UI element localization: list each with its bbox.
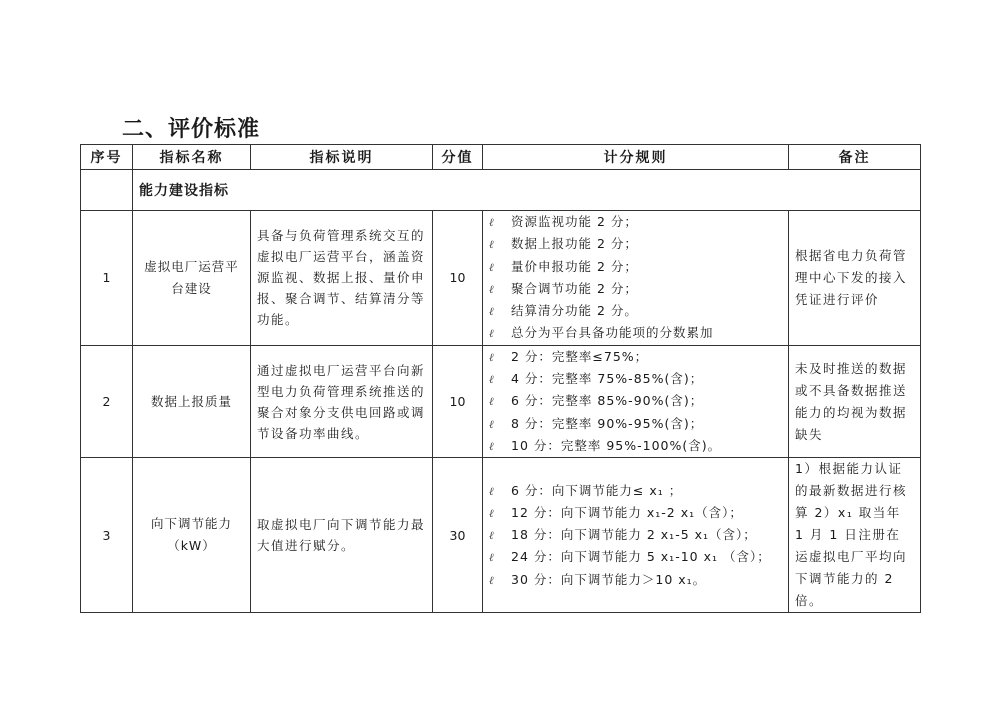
bullet-icon: ℓ xyxy=(489,327,495,341)
page-heading: 二、评价标准 xyxy=(122,117,261,142)
rule-item: ℓ 总分为平台具备功能项的分数累加 xyxy=(489,322,782,344)
col-header-score: 分值 xyxy=(433,145,483,170)
bullet-icon: ℓ xyxy=(489,395,495,409)
table-row xyxy=(81,458,921,613)
rule-item: ℓ 8 分：完整率 90%-95%(含)； xyxy=(489,413,782,435)
remark: 未及时推送的数据或不具备数据推送能力的均视为数据缺失 xyxy=(789,345,921,457)
bullet-icon: ℓ xyxy=(489,373,495,387)
rule-item: ℓ 10 分：完整率 95%-100%(含)。 xyxy=(489,435,782,457)
indicator-description: 具备与负荷管理系统交互的虚拟电厂运营平台，涵盖资源监视、数据上报、量价申报、聚合调节、结算清分等功能。 xyxy=(251,211,433,346)
col-header-no: 序号 xyxy=(81,145,133,170)
section-label: 能力建设指标 xyxy=(133,170,921,211)
rule-item: ℓ 12 分：向下调节能力 x₁-2 x₁（含）； xyxy=(489,502,782,524)
table-row xyxy=(81,345,921,457)
score-value: 10 xyxy=(433,345,483,457)
header-row xyxy=(81,145,921,170)
bullet-icon: ℓ xyxy=(489,305,495,319)
rule-item: ℓ 结算清分功能 2 分。 xyxy=(489,300,782,322)
bullet-icon: ℓ xyxy=(489,506,495,520)
rule-item: ℓ 资源监视功能 2 分； xyxy=(489,211,782,233)
rule-item: ℓ 聚合调节功能 2 分； xyxy=(489,278,782,300)
bullet-icon: ℓ xyxy=(489,439,495,453)
indicator-name: 虚拟电厂运营平台建设 xyxy=(133,211,251,346)
row-number: 3 xyxy=(81,458,133,613)
indicator-name: 数据上报质量 xyxy=(133,345,251,457)
indicator-name-line: 向下调节能力 xyxy=(150,516,232,532)
bullet-icon: ℓ xyxy=(489,573,495,587)
rule-item: ℓ 数据上报功能 2 分； xyxy=(489,233,782,255)
criteria-table xyxy=(80,144,921,613)
bullet-icon: ℓ xyxy=(489,551,495,565)
col-header-desc: 指标说明 xyxy=(251,145,433,170)
remark: 1）根据能力认证的最新数据进行核算 2）x₁ 取当年 1 月 1 日注册在运虚拟电厂平均向下调节能力的 2 倍。 xyxy=(789,458,921,613)
bullet-icon: ℓ xyxy=(489,216,495,229)
scoring-rules xyxy=(483,345,789,457)
bullet-icon: ℓ xyxy=(489,350,495,364)
indicator-name xyxy=(133,458,251,613)
bullet-icon: ℓ xyxy=(489,529,495,543)
col-header-name: 指标名称 xyxy=(133,145,251,170)
remark: 根据省电力负荷管理中心下发的接入凭证进行评价 xyxy=(789,211,921,346)
scoring-rules xyxy=(483,211,789,346)
rule-item: ℓ 18 分：向下调节能力 2 x₁-5 x₁（含）； xyxy=(489,524,782,546)
rule-item: ℓ 6 分：完整率 85%-90%(含)； xyxy=(489,390,782,412)
rule-item: ℓ 量价申报功能 2 分； xyxy=(489,256,782,278)
col-header-rules: 计分规则 xyxy=(483,145,789,170)
rule-item: ℓ 4 分：完整率 75%-85%(含)； xyxy=(489,368,782,390)
bullet-icon: ℓ xyxy=(489,260,495,274)
rule-item: ℓ 2 分：完整率≤75%； xyxy=(489,346,782,368)
rule-item: ℓ 6 分：向下调节能力≤ x₁ ； xyxy=(489,480,782,502)
score-value: 30 xyxy=(433,458,483,613)
row-number: 2 xyxy=(81,345,133,457)
col-header-note: 备注 xyxy=(789,145,921,170)
bullet-icon: ℓ xyxy=(489,417,495,431)
scoring-rules xyxy=(483,458,789,613)
indicator-description: 取虚拟电厂向下调节能力最大值进行赋分。 xyxy=(251,458,433,613)
table-row xyxy=(81,211,921,346)
bullet-icon: ℓ xyxy=(489,238,495,252)
indicator-description: 通过虚拟电厂运营平台向新型电力负荷管理系统推送的聚合对象分支供电回路或调节设备功率曲线。 xyxy=(251,345,433,457)
row-number: 1 xyxy=(81,211,133,346)
indicator-unit: （kW） xyxy=(167,538,216,554)
rule-item: ℓ 30 分：向下调节能力＞10 x₁。 xyxy=(489,569,782,591)
score-value: 10 xyxy=(433,211,483,346)
rule-item: ℓ 24 分：向下调节能力 5 x₁-10 x₁ （含）； xyxy=(489,546,782,568)
bullet-icon: ℓ xyxy=(489,484,495,498)
bullet-icon: ℓ xyxy=(489,282,495,296)
section-row xyxy=(81,170,921,211)
